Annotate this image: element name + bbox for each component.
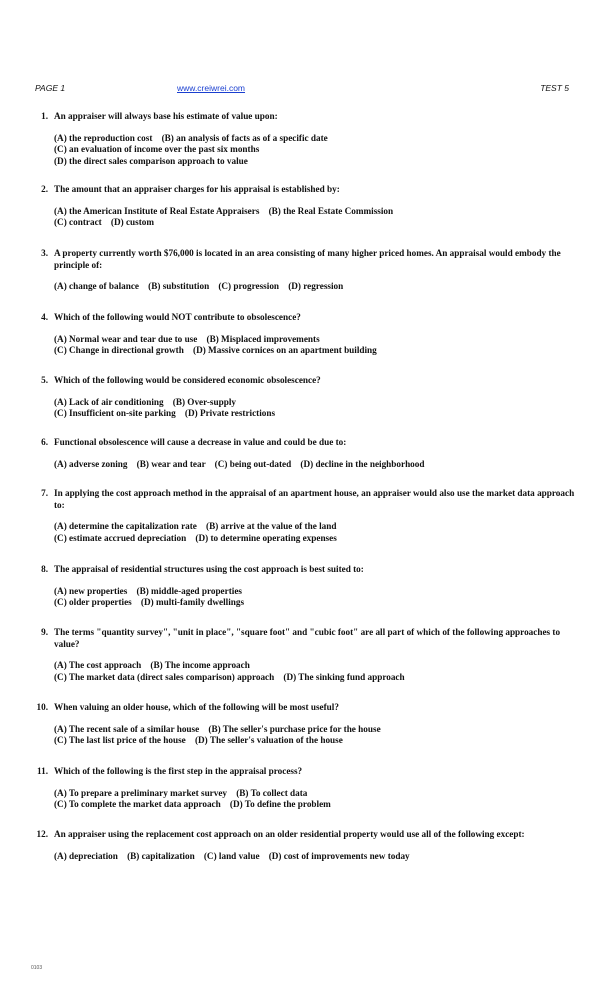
page-header: [35, 83, 569, 95]
question-stem: Functional obsolescence will cause a decrease in value and could be due to:: [54, 437, 347, 447]
option-line: (C) The last list price of the house (D) The seller's valuation of the house: [54, 735, 343, 745]
question-number: 6.: [41, 437, 48, 447]
question-stem: The terms "quantity survey", "unit in place", "square foot" and "cubic foot" are all part of which of the following approaches to value?: [54, 627, 561, 649]
option-line: (A) depreciation (B) capitalization (C) land value (D) cost of improvements new today: [54, 850, 410, 861]
question-number: 11.: [37, 766, 48, 776]
question-number: 5.: [41, 375, 48, 385]
option-line: (C) an evaluation of income over the past six months: [54, 144, 260, 154]
question-stem: Which of the following would NOT contribute to obsolescence?: [54, 312, 301, 322]
website-link[interactable]: www.creiwrei.com: [177, 83, 246, 93]
answer-options: [54, 334, 575, 357]
option-line: (C) To complete the market data approach (D) To define the problem: [54, 799, 331, 809]
test-label: TEST 5: [540, 83, 569, 93]
option-line: (D) the direct sales comparison approach to value: [54, 155, 248, 166]
option-line: (A) the reproduction cost (B) an analysis of facts as of a specific date: [54, 132, 328, 143]
option-line: (C) Insufficient on-site parking (D) Private restrictions: [54, 408, 276, 418]
question-stem: When valuing an older house, which of the following will be most useful?: [54, 702, 339, 712]
question-stem: An appraiser using the replacement cost approach on an older residential property would use all of the following except:: [54, 829, 525, 839]
answer-options: [54, 459, 575, 471]
option-line: (C) Change in directional growth (D) Massive cornices on an apartment building: [54, 345, 377, 355]
option-line: (C) estimate accrued depreciation (D) to determine operating expenses: [54, 532, 337, 543]
question-7: [30, 488, 575, 544]
question-number: 7.: [41, 488, 48, 498]
question-10: [30, 702, 575, 747]
option-line: (A) The cost approach (B) The income approach: [54, 660, 250, 670]
answer-options: [54, 586, 575, 609]
question-6: [30, 437, 575, 470]
page-number: PAGE 1: [35, 83, 66, 93]
answer-options: [54, 521, 575, 544]
option-line: (A) adverse zoning (B) wear and tear (C) being out-dated (D) decline in the neighborhood: [54, 458, 425, 469]
question-stem: Which of the following would be considered economic obsolescence?: [54, 375, 321, 385]
question-number: 12.: [36, 829, 48, 839]
answer-options: [54, 133, 575, 168]
question-stem: The amount that an appraiser charges for his appraisal is established by:: [54, 184, 340, 194]
answer-options: [54, 281, 575, 293]
question-12: [30, 829, 575, 862]
question-number: 2.: [41, 184, 48, 194]
question-number: 9.: [41, 627, 48, 637]
question-3: [30, 248, 575, 293]
answer-options: [54, 660, 575, 683]
option-line: (A) change of balance (B) substitution (C) progression (D) regression: [54, 281, 344, 291]
answer-options: [54, 206, 575, 229]
answer-options: [54, 724, 575, 747]
question-stem: The appraisal of residential structures using the cost approach is best suited to:: [54, 564, 364, 574]
option-line: (A) Normal wear and tear due to use (B) Misplaced improvements: [54, 333, 320, 344]
option-line: (A) the American Institute of Real Estate Appraisers (B) the Real Estate Commission: [54, 205, 394, 216]
question-stem: In applying the cost approach method in the appraisal of an apartment house, an appraiser would also use the market data approach to:: [54, 488, 575, 510]
option-line: (C) older properties (D) multi-family dwellings: [54, 597, 245, 607]
question-number: 1.: [41, 111, 48, 121]
option-line: (A) To prepare a preliminary market survey (B) To collect data: [54, 787, 308, 798]
question-9: [30, 627, 575, 683]
question-number: 8.: [41, 564, 48, 574]
question-number: 10.: [36, 702, 48, 712]
question-2: [30, 184, 575, 229]
answer-options: [54, 397, 575, 420]
option-line: (A) Lack of air conditioning (B) Over-supply: [54, 396, 236, 407]
answer-options: [54, 851, 575, 863]
question-8: [30, 564, 575, 609]
footer-code: 0103: [31, 965, 43, 971]
question-1: [30, 111, 575, 167]
answer-options: [54, 788, 575, 811]
question-11: [30, 766, 575, 811]
option-line: (C) contract (D) custom: [54, 217, 155, 227]
option-line: (A) determine the capitalization rate (B) arrive at the value of the land: [54, 521, 337, 531]
option-line: (A) new properties (B) middle-aged properties: [54, 585, 242, 596]
question-number: 3.: [41, 248, 48, 258]
question-stem: Which of the following is the first step in the appraisal process?: [54, 766, 303, 776]
option-line: (A) The recent sale of a similar house (B) The seller's purchase price for the house: [54, 723, 381, 734]
question-stem: A property currently worth $76,000 is located in an area consisting of many higher priced homes. An appraisal would embody the principle of:: [54, 248, 561, 270]
question-stem: An appraiser will always base his estimate of value upon:: [54, 111, 278, 121]
question-4: [30, 312, 575, 357]
option-line: (C) The market data (direct sales comparison) approach (D) The sinking fund approach: [54, 671, 405, 682]
question-5: [30, 375, 575, 420]
question-number: 4.: [41, 312, 48, 322]
